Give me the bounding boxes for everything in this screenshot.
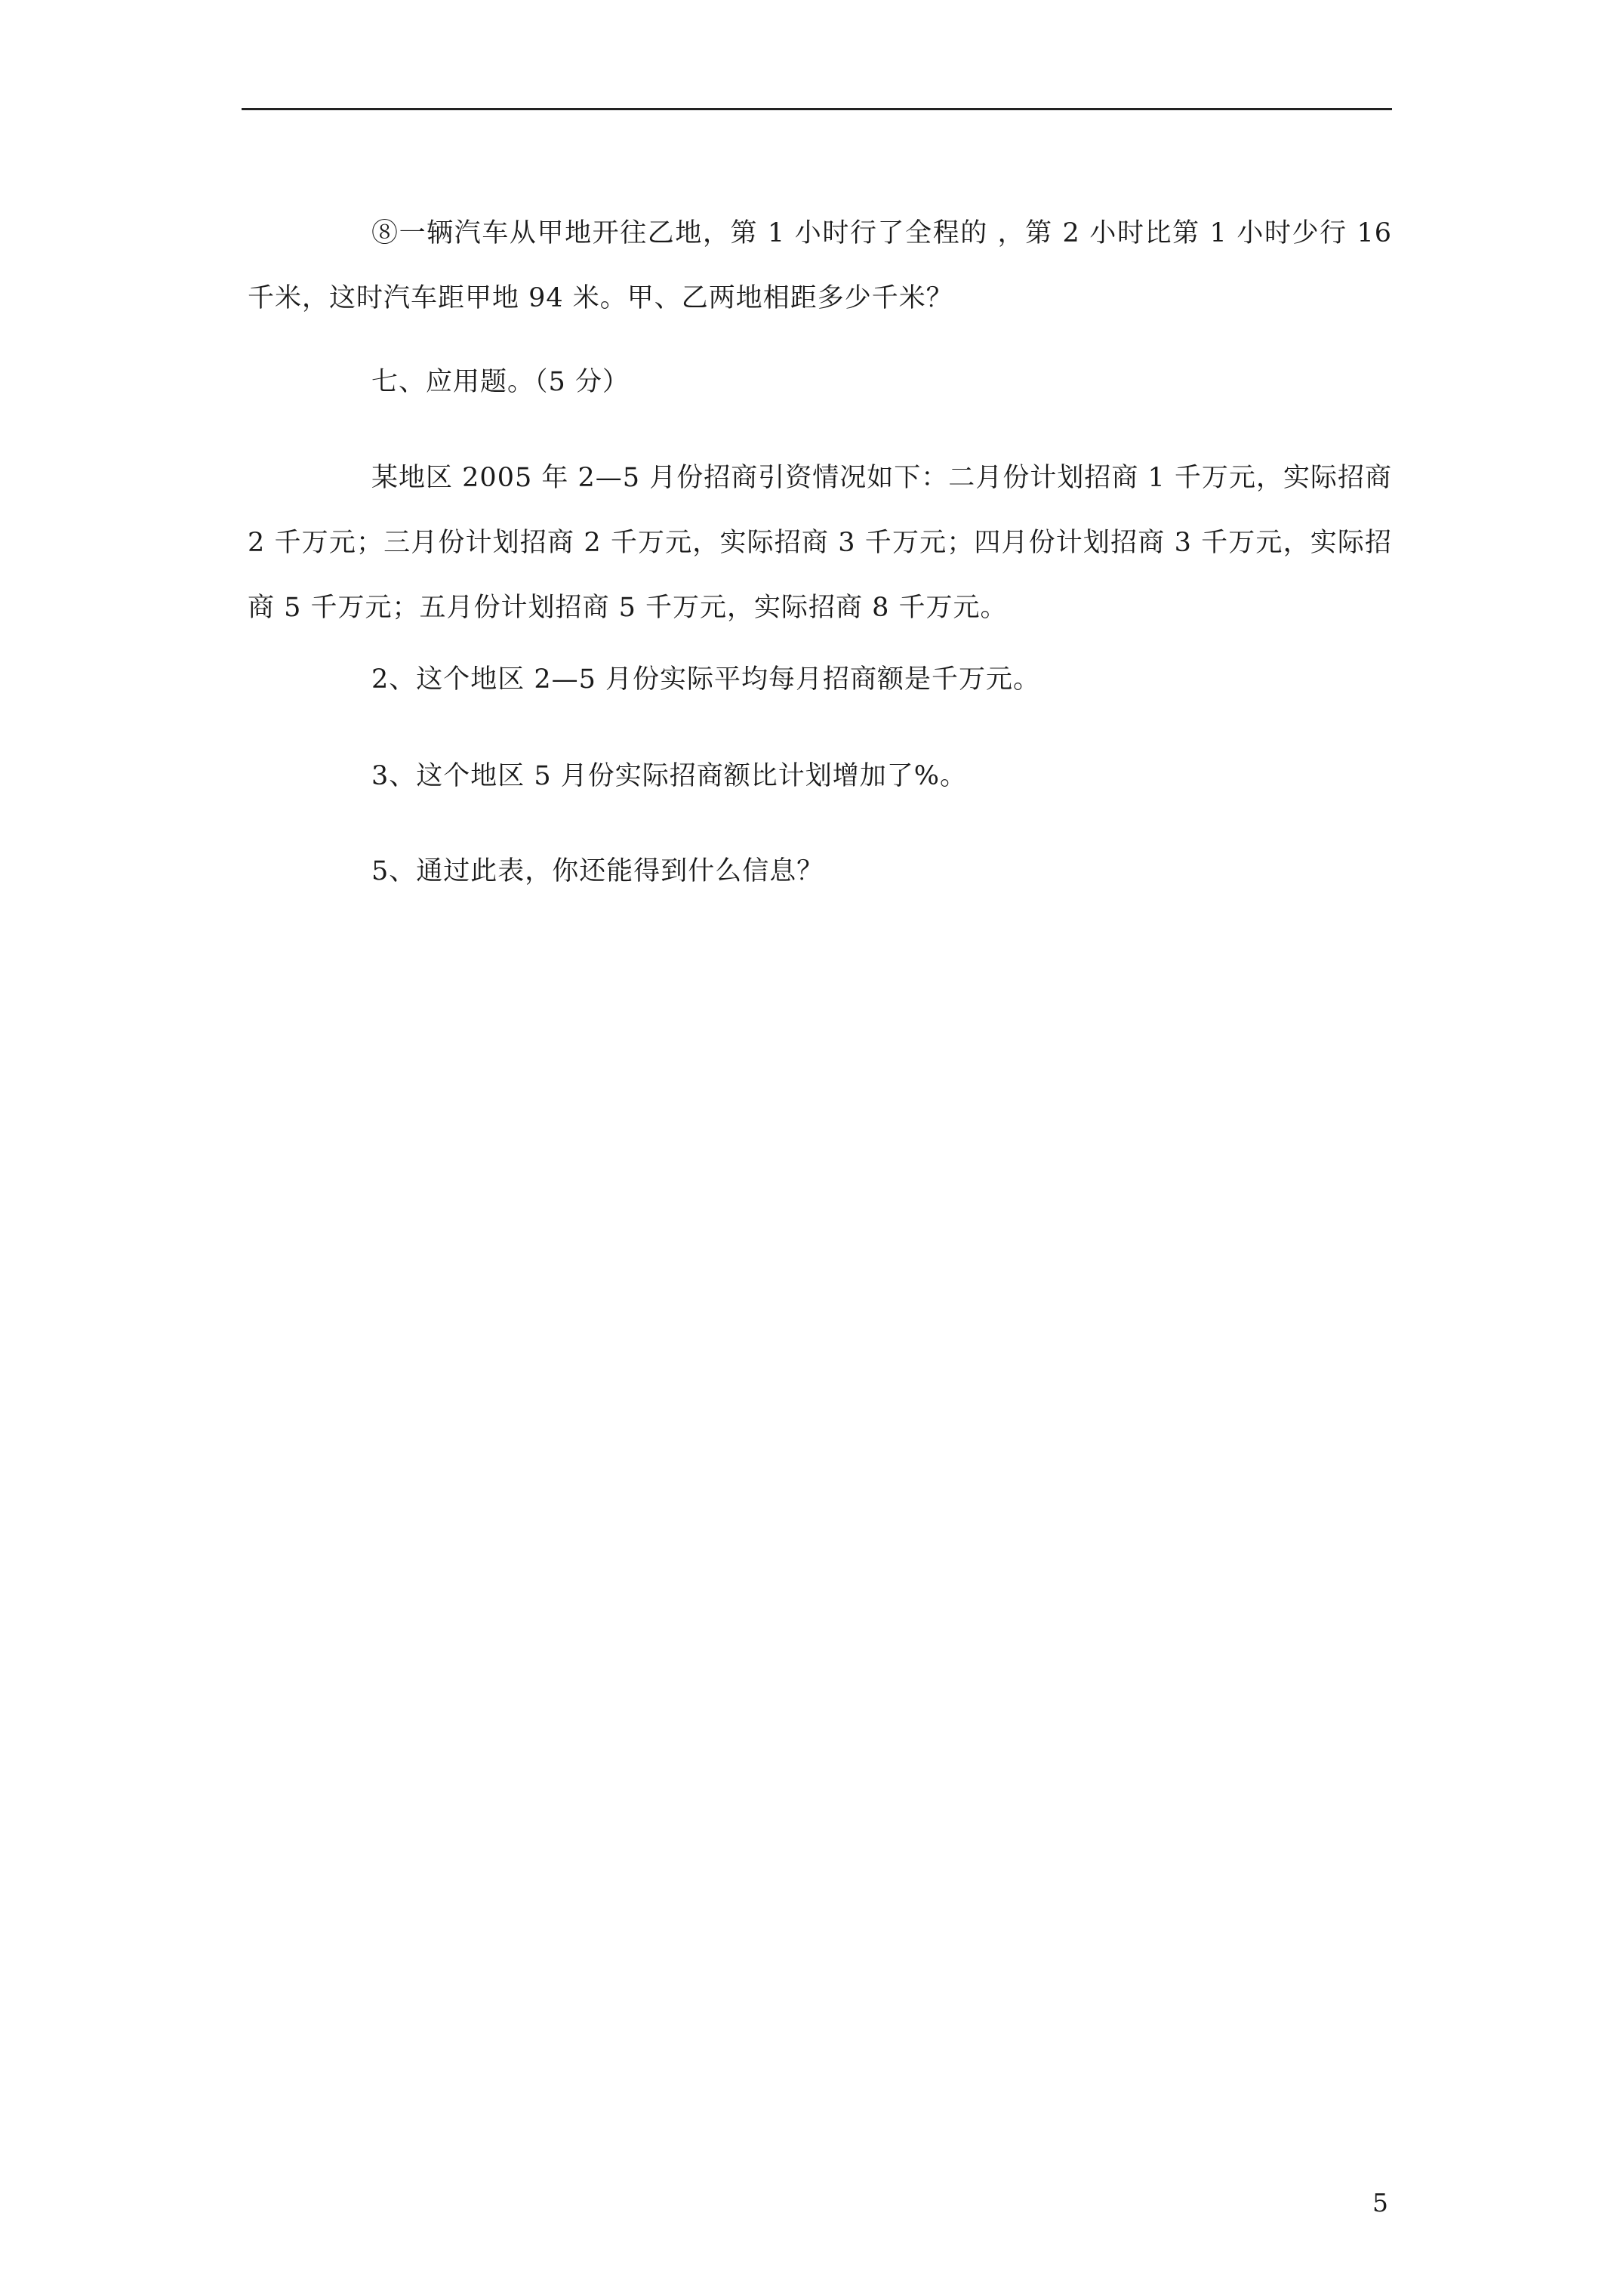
header-rule (242, 108, 1392, 110)
question-8-paragraph: ⑧一辆汽车从甲地开往乙地，第 1 小时行了全程的 ，第 2 小时比第 1 小时少行 16 千米，这时汽车距甲地 94 米。甲、乙两地相距多少千米？ (248, 218, 1392, 313)
page-number: 5 (1372, 2188, 1388, 2217)
investment-data-paragraph: 某地区 2005 年 2—5 月份招商引资情况如下：二月份计划招商 1 千万元，实际招商 2 千万元；三月份计划招商 2 千万元，实际招商 3 千万元；四月份计划招商 3 千万元，实际招商 5 千万元；五月份计划招商 5 千万元，实际招商 8 千万元。 (248, 463, 1392, 623)
question-5-text: 5、通过此表，你还能得到什么信息？ (371, 856, 824, 886)
question-2-text: 2、这个地区 2—5 月份实际平均每月招商额是千万元。 (371, 664, 1041, 695)
question-3-text: 3、这个地区 5 月份实际招商额比计划增加了%。 (371, 761, 968, 791)
section-heading-application: 七、应用题。（5 分） (371, 367, 630, 397)
